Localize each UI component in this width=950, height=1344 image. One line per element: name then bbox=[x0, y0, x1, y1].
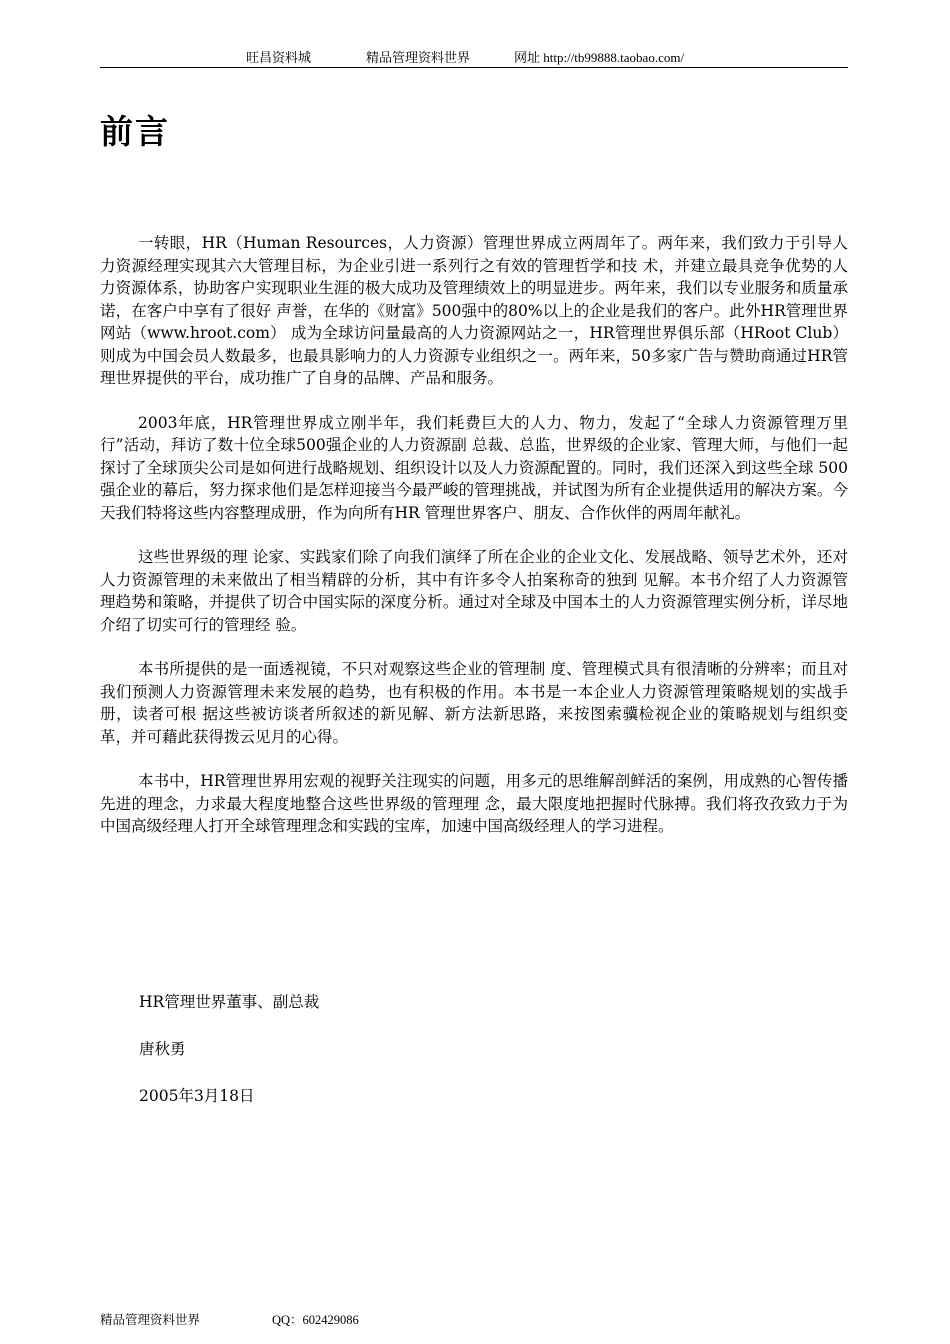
footer-qq: QQ：602429086 bbox=[272, 1313, 359, 1327]
paragraph-4: 本书所提供的是一面透视镜，不只对观察这些企业的管理制 度、管理模式具有很清晰的分辨率；而且对我们预测人力资源管理未来发展的趋势，也有积极的作用。本书是一本企业人力资源管理策略规划的实战手册，读者可根 据这些被访谈者所叙述的新见解、新方法新思路，来按图索骥检视企业的策略规划与组织变革，并可藉此获得拨云见月的心得。 bbox=[100, 660, 848, 746]
header-divider bbox=[100, 67, 848, 68]
page-header bbox=[100, 48, 848, 68]
signature-role: HR管理世界董事、副总裁 bbox=[139, 993, 320, 1011]
signature-date: 2005年3月18日 bbox=[139, 1087, 255, 1105]
page-title: 前言 bbox=[100, 112, 170, 151]
header-url: 网址 http://tb99888.taobao.com/ bbox=[514, 50, 685, 65]
footer-site-title: 精品管理资料世界 bbox=[100, 1313, 201, 1327]
signature-name: 唐秋勇 bbox=[139, 1040, 186, 1058]
paragraph-2: 2003年底，HR管理世界成立刚半年，我们耗费巨大的人力、物力，发起了“全球人力资源管理万里行”活动，拜访了数十位全球500强企业的人力资源副 总裁、总监，世界级的企业家、管理大师，与他们一起探讨了全球顶尖公司是如何进行战略规划、组织设计以及人力资源配置的。同时，我们还深入到这些全球 500强企业的幕后，努力探求他们是怎样迎接当今最严峻的管理挑战，并试图为所有企业提供适用的解决方案。今天我们特将这些内容整理成册，作为向所有HR 管理世界客户、朋友、合作伙伴的两周年献礼。 bbox=[100, 413, 848, 522]
header-site-title: 精品管理资料世界 bbox=[366, 50, 471, 65]
preface-body bbox=[100, 232, 848, 860]
paragraph-3: 这些世界级的理 论家、实践家们除了向我们演绎了所在企业的企业文化、发展战略、领导艺术外，还对人力资源管理的未来做出了相当精辟的分析，其中有许多令人拍案称奇的独到 见解。本书介绍了人力资源管理趋势和策略，并提供了切合中国实际的深度分析。通过对全球及中国本土的人力资源管理实例分析，详尽地介绍了切实可行的管理经 验。 bbox=[100, 548, 848, 634]
paragraph-1: 一转眼，HR（Human Resources，人力资源）管理世界成立两周年了。两年来，我们致力于引导人力资源经理实现其六大管理目标，为企业引进一系列行之有效的管理哲学和技 术，并建立最具竞争优势的人力资源体系，协助客户实现职业生涯的极大成功及管理绩效上的明显进步。两年来，我们以专业服务和质量承诺，在客户中享有了很好 声誉，在华的《财富》500强中的80%以上的企业是我们的客户。此外HR管理世界网站（www.hroot.com） 成为全球访问量最高的人力资源网站之一，HR管理世界俱乐部（HRoot Club）则成为中国会员人数最多，也最具影响力的人力资源专业组织之一。两年来，50多家广告与赞助商通过HR管理世界提供的平台，成功推广了自身的品牌、产品和服务。 bbox=[100, 234, 848, 387]
paragraph-5: 本书中，HR管理世界用宏观的视野关注现实的问题，用多元的思维解剖鲜活的案例，用成熟的心智传播先进的理念，力求最大程度地整合这些世界级的管理理 念，最大限度地把握时代脉搏。我们将孜孜致力于为中国高级经理人打开全球管理理念和实践的宝库，加速中国高级经理人的学习进程。 bbox=[100, 772, 848, 835]
header-shop-name: 旺昌资料城 bbox=[246, 50, 312, 65]
